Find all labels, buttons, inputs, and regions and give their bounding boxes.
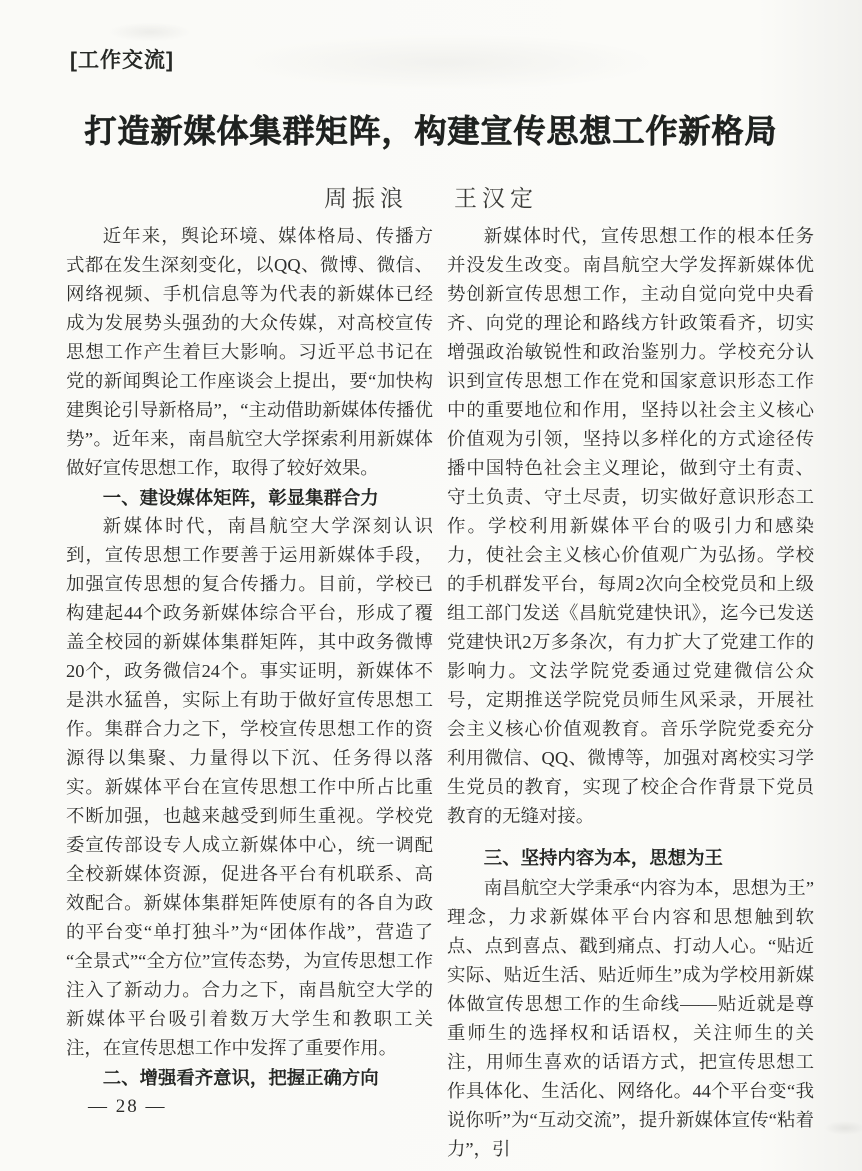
article-body <box>66 222 814 1164</box>
right-column <box>447 222 814 1164</box>
paragraph-intro: 近年来，舆论环境、媒体格局、传播方式都在发生深刻变化，以QQ、微博、微信、网络视频、手机信息等为代表的新媒体已经成为发展势头强劲的大众传媒，对高校宣传思想工作产生着巨大影响。习近平总书记在党的新闻舆论工作座谈会上提出，要“加快构建舆论引导新格局”，“主动借助新媒体传播优势”。近年来，南昌航空大学探索利用新媒体做好宣传思想工作，取得了较好效果。 <box>66 226 433 478</box>
author-name-2: 王汉定 <box>454 186 538 211</box>
paragraph-section-1: 新媒体时代，南昌航空大学深刻认识到，宣传思想工作要善于运用新媒体手段，加强宣传思想的复合传播力。目前，学校已构建起44个政务新媒体综合平台，形成了覆盖全校园的新媒体集群矩阵，其中政务微博20个，政务微信24个。事实证明，新媒体不是洪水猛兽，实际上有助于做好宣传思想工作。集群合力之下，学校宣传思想工作的资源得以集聚、力量得以下沉、任务得以落实。新媒体平台在宣传思想工作中所占比重不断加强，也越来越受到师生重视。学校党委宣传部设专人成立新媒体中心，统一调配全校新媒体资源，促进各平台有机联系、高效配合。新媒体集群矩阵使原有的各自为政的平台变“单打独斗”为“团体作战”，营造了“全景式”“全方位”宣传态势，为宣传思想工作注入了新动力。合力之下，南昌航空大学的新媒体平台吸引着数万大学生和教职工关注，在宣传思想工作中发挥了重要作用。 <box>66 516 433 1058</box>
category-tag: [工作交流] <box>70 49 174 72</box>
section-heading-2: 二、增强看齐意识，把握正确方向 <box>102 1067 379 1088</box>
left-column <box>66 222 433 1164</box>
section-heading-3: 三、坚持内容为本，思想为王 <box>483 847 723 868</box>
page-number: — 28 — <box>88 1096 167 1117</box>
section-heading-1: 一、建设媒体矩阵，彰显集群合力 <box>102 487 379 508</box>
article-title: 打造新媒体集群矩阵，构建宣传思想工作新格局 <box>84 113 778 149</box>
authors-line <box>0 180 862 213</box>
paragraph-section-3: 南昌航空大学秉承“内容为本，思想为王”理念，力求新媒体平台内容和思想触到软点、点到喜点、戳到痛点、打动人心。“贴近实际、贴近生活、贴近师生”成为学校用新媒体做宣传思想工作的生命线——贴近就是尊重师生的选择权和话语权，关注师生的关注，用师生喜欢的话语方式，把宣传思想工作具体化、生活化、网络化。44个平台变“我说你听”为“互动交流”，提升新媒体宣传“粘着力”，引 <box>447 878 814 1159</box>
author-name-1: 周振浪 <box>324 186 408 211</box>
paragraph-section-2: 新媒体时代，宣传思想工作的根本任务并没发生改变。南昌航空大学发挥新媒体优势创新宣传思想工作，主动自觉向党中央看齐、向党的理论和路线方针政策看齐，切实增强政治敏锐性和政治鉴别力。学校充分认识到宣传思想工作在党和国家意识形态工作中的重要地位和作用，坚持以社会主义核心价值观为引领，坚持以多样化的方式途径传播中国特色社会主义理论，做到守土有责、守土负责、守土尽责，切实做好意识形态工作。学校利用新媒体平台的吸引力和感染力，使社会主义核心价值观广为弘扬。学校的手机群发平台，每周2次向全校党员和上级组工部门发送《昌航党建快讯》，迄今已发送党建快讯2万多条次，有力扩大了党建工作的影响力。文法学院党委通过党建微信公众号，定期推送学院党员师生风采录，开展社会主义核心价值观教育。音乐学院党委充分利用微信、QQ、微博等，加强对离校实习学生党员的教育，实现了校企合作背景下党员教育的无缝对接。 <box>447 226 814 826</box>
